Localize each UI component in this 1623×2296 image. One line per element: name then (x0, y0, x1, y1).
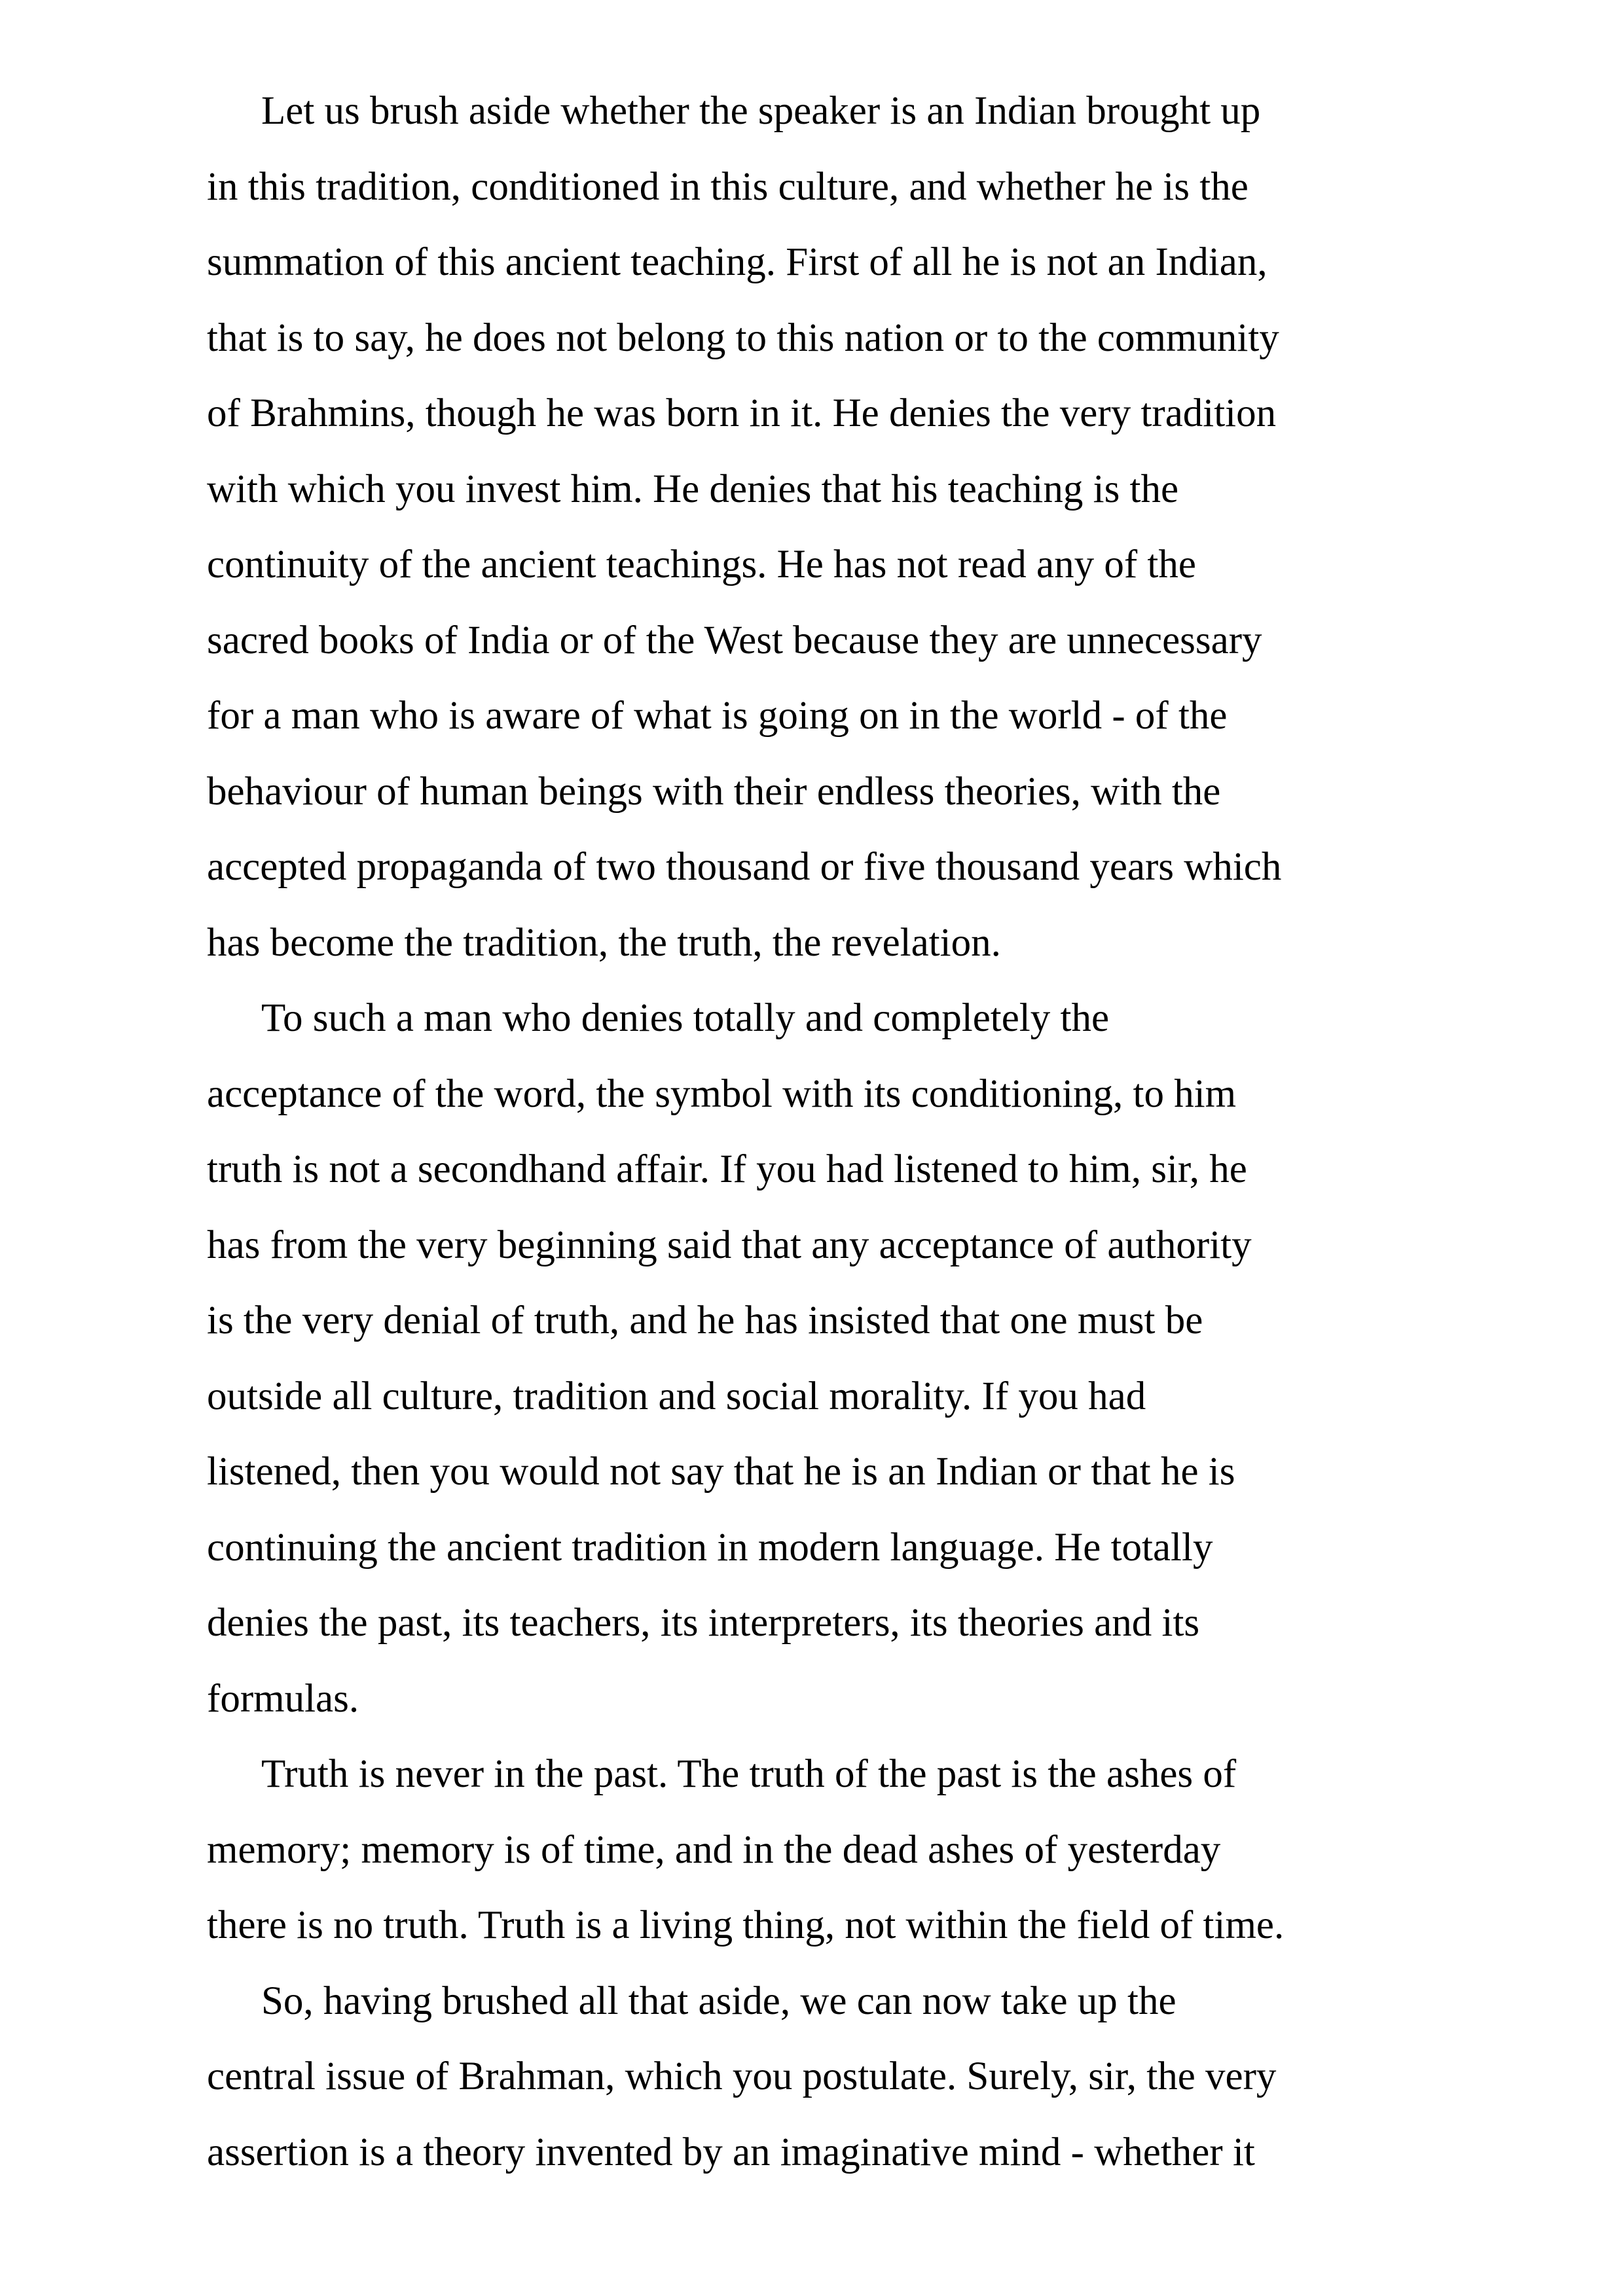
text-line: So, having brushed all that aside, we can now take up the (261, 1979, 1176, 2023)
paragraph-3 (207, 1736, 1425, 1964)
text-line: To such a man who denies totally and completely the (261, 996, 1110, 1040)
text-line: that is to say, he does not belong to this nation or to the community (207, 315, 1279, 360)
text-line: has become the tradition, the truth, the revelation. (207, 920, 1001, 965)
text-line: Truth is never in the past. The truth of the past is the ashes of (261, 1752, 1237, 1796)
text-line: denies the past, its teachers, its interpreters, its theories and its (207, 1601, 1200, 1645)
paragraph-4 (207, 1964, 1425, 2191)
text-line: is the very denial of truth, and he has insisted that one must be (207, 1299, 1203, 1342)
text-line: for a man who is aware of what is going on in the world - of the (207, 694, 1228, 738)
text-line: behaviour of human beings with their endless theories, with the (207, 769, 1221, 814)
paragraph-2 (207, 980, 1425, 1736)
text-line: assertion is a theory invented by an imaginative mind - whether it (207, 2130, 1255, 2174)
text-line: has from the very beginning said that any acceptance of authority (207, 1223, 1252, 1267)
body-text (207, 73, 1425, 2190)
text-line: continuing the ancient tradition in modern language. He totally (207, 1525, 1213, 1570)
text-line: summation of this ancient teaching. First of all he is not an Indian, (207, 240, 1267, 284)
text-line: formulas. (207, 1676, 359, 1721)
text-line: central issue of Brahman, which you postulate. Surely, sir, the very (207, 2054, 1277, 2098)
text-line: there is no truth. Truth is a living thing, not within the field of time. (207, 1903, 1285, 1947)
text-line: with which you invest him. He denies that his teaching is the (207, 467, 1179, 511)
text-line: accepted propaganda of two thousand or five thousand years which (207, 845, 1282, 889)
paragraph-1 (207, 73, 1425, 980)
text-line: sacred books of India or of the West because they are unnecessary (207, 618, 1262, 662)
text-line: listened, then you would not say that he is an Indian or that he is (207, 1450, 1235, 1494)
text-line: truth is not a secondhand affair. If you had listened to him, sir, he (207, 1147, 1247, 1191)
text-line: memory; memory is of time, and in the dead ashes of yesterday (207, 1827, 1221, 1872)
text-line: Let us brush aside whether the speaker is an Indian brought up (261, 89, 1261, 133)
text-line: of Brahmins, though he was born in it. He denies the very tradition (207, 391, 1277, 435)
text-line: continuity of the ancient teachings. He has not read any of the (207, 543, 1196, 586)
text-line: outside all culture, tradition and social morality. If you had (207, 1374, 1146, 1418)
text-line: acceptance of the word, the symbol with its conditioning, to him (207, 1071, 1237, 1116)
text-line: in this tradition, conditioned in this culture, and whether he is the (207, 164, 1249, 209)
